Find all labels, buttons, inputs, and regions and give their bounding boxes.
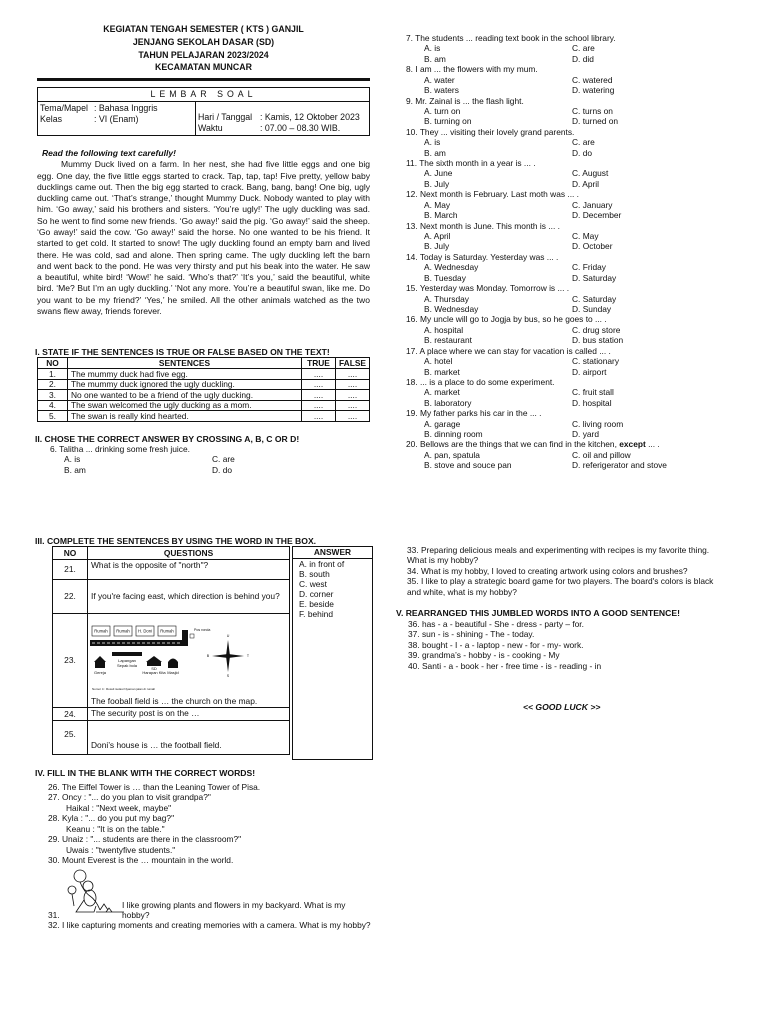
security-post-label: Pos ronda bbox=[194, 627, 211, 632]
option-d[interactable]: D. hospital bbox=[572, 397, 612, 408]
option-c[interactable]: C. stationary bbox=[572, 356, 620, 367]
section-2-title: II. CHOSE THE CORRECT ANSWER BY CROSSING A, B, C OR D! bbox=[35, 434, 300, 444]
option-d[interactable]: D. do bbox=[572, 147, 593, 158]
subject-value: : Bahasa Inggris bbox=[94, 102, 158, 113]
row-number: 1. bbox=[38, 369, 68, 380]
question-text: 10. They ... visiting their lovely grand parents. bbox=[406, 126, 575, 137]
table-row bbox=[38, 369, 370, 380]
answer-box-title: ANSWER bbox=[293, 547, 372, 559]
map-question-cell bbox=[88, 614, 290, 708]
question-text: 16. My uncle will go to Jogja by bus, so he goes to ... . bbox=[406, 314, 607, 325]
row-sentence: No one wanted to be a friend of the ugly ducking. bbox=[68, 390, 302, 401]
question-text: 7. The students ... reading text book in the school library. bbox=[406, 33, 616, 43]
class-label: Kelas bbox=[40, 113, 63, 124]
sec3-header-no: NO bbox=[53, 547, 88, 560]
option-d[interactable]: D. watering bbox=[572, 85, 615, 96]
map-note: Nomor 4 : Rosuli isolasi Nyaman jalan di rumah bbox=[92, 686, 156, 691]
school bbox=[142, 656, 166, 675]
house-doni bbox=[136, 626, 154, 636]
true-blank[interactable]: .... bbox=[302, 379, 336, 390]
question-36: 36. has - a - beautiful - She - dress - party – for. bbox=[408, 619, 584, 629]
row-number: 3. bbox=[38, 390, 68, 401]
table-row bbox=[53, 614, 290, 708]
question-16 bbox=[406, 314, 736, 345]
question-text: Doni’s house is … the football field. bbox=[88, 721, 290, 755]
gardener-icon bbox=[66, 866, 126, 920]
time-label: Waktu bbox=[198, 122, 223, 133]
option-a[interactable]: A. April bbox=[424, 231, 451, 242]
option-a[interactable]: A. Thursday bbox=[424, 293, 469, 304]
option-c[interactable]: C. Friday bbox=[572, 262, 606, 273]
church bbox=[94, 656, 107, 675]
question-text: 17. A place where we can stay for vacation is called ... . bbox=[406, 345, 611, 356]
question-number: 31. bbox=[48, 909, 60, 920]
question-40: 40. Santi - a - book - her - free time - is - reading - in bbox=[408, 660, 602, 671]
field-label-1: Lapangan bbox=[118, 657, 136, 663]
section-3-title: III. COMPLETE THE SENTENCES BY USING THE WORD IN THE BOX. bbox=[35, 536, 317, 546]
class-value: : VI (Enam) bbox=[94, 113, 139, 124]
question-text: The fooball field is … the church on the map. bbox=[91, 695, 258, 706]
header-line-2: JENJANG SEKOLAH DASAR (SD) bbox=[132, 36, 275, 47]
compass-north: U bbox=[226, 633, 230, 638]
option-c[interactable]: C. fruit stall bbox=[572, 387, 614, 398]
answer-box bbox=[292, 546, 373, 760]
table-row bbox=[53, 721, 290, 755]
compass-west: B bbox=[206, 653, 210, 658]
subject-label: Tema/Mapel bbox=[40, 102, 88, 113]
building-row bbox=[94, 652, 179, 675]
question-text-main: 20. Bellows are the things that we can find in the kitchen, bbox=[406, 439, 617, 450]
option-b[interactable]: B. July bbox=[424, 241, 450, 252]
false-blank[interactable]: .... bbox=[336, 411, 370, 422]
option-a[interactable]: A. is bbox=[424, 43, 441, 54]
date-label: Hari / Tanggal bbox=[198, 111, 253, 122]
question-34: 34. What is my hobby, I loved to creating artwork using colors and brushes? bbox=[407, 565, 688, 576]
question-29a: 29. Unaiz : "... students are there in the classroom?" bbox=[48, 834, 242, 845]
multiple-choice-list bbox=[406, 33, 736, 471]
football-field bbox=[112, 652, 142, 668]
option-b[interactable]: B. am bbox=[424, 147, 446, 158]
section-5-title: V. REARRANGED THIS JUMBLED WORDS INTO A GOOD SENTENCE! bbox=[396, 608, 680, 618]
table-row bbox=[38, 379, 370, 390]
option-d[interactable]: D. turned on bbox=[572, 116, 619, 127]
false-blank[interactable]: .... bbox=[336, 400, 370, 411]
row-number: 2. bbox=[38, 379, 68, 390]
option-d[interactable]: D. April bbox=[572, 178, 599, 189]
reading-instruction: Read the following text carefully! bbox=[42, 148, 176, 158]
question-33: 33. Preparing delicious meals and experimenting with recipes is my favorite thing. What is my hobby? bbox=[407, 545, 710, 566]
option-a[interactable]: A. market bbox=[424, 387, 460, 398]
answer-list bbox=[293, 559, 372, 619]
row-number: 22. bbox=[53, 580, 88, 614]
false-blank[interactable]: .... bbox=[336, 369, 370, 380]
question-17 bbox=[406, 346, 736, 377]
option-d[interactable]: D. bus station bbox=[572, 335, 624, 346]
compass-south: S bbox=[226, 673, 230, 678]
true-blank[interactable]: .... bbox=[302, 400, 336, 411]
time-value: : 07.00 – 08.30 WIB. bbox=[260, 122, 341, 133]
answer-d: D. corner bbox=[299, 588, 334, 599]
header-line-1: KEGIATAN TENGAH SEMESTER ( KTS ) GANJIL bbox=[103, 24, 304, 34]
question-text: What is the opposite of "north"? bbox=[88, 560, 290, 580]
question-31 bbox=[48, 866, 376, 920]
house-label-1: Rumah bbox=[94, 628, 108, 634]
option-b[interactable]: B. restaurant bbox=[424, 335, 472, 346]
house-label-2: Rumah bbox=[116, 628, 130, 634]
row-number: 4. bbox=[38, 400, 68, 411]
true-false-table bbox=[37, 357, 370, 422]
sheet-title: LEMBAR SOAL bbox=[38, 88, 370, 102]
question-32: 32. I like capturing moments and creating memories with a camera. What is my hobby? bbox=[48, 920, 371, 931]
question-38: 38. bought - I - a - laptop - new - for - my- work. bbox=[408, 639, 584, 650]
school-label-2: Harapan Kita bbox=[142, 669, 166, 675]
question-11 bbox=[406, 158, 736, 189]
question-7 bbox=[406, 33, 736, 64]
house-2 bbox=[114, 626, 132, 636]
option-b[interactable]: B. turning on bbox=[424, 116, 472, 127]
option-c[interactable]: C. oil and pillow bbox=[572, 449, 631, 460]
option-a[interactable]: A. turn on bbox=[424, 105, 461, 116]
row-sentence: The swan welcomed the ugly ducking as a mom. bbox=[68, 400, 302, 411]
house-row bbox=[92, 626, 210, 638]
true-blank[interactable]: .... bbox=[302, 411, 336, 422]
answer-f: F. behind bbox=[299, 608, 333, 619]
answer-a: A. in front of bbox=[299, 559, 345, 569]
question-35: 35. I like to play a strategic board game for two players. The board's colors is black and white, what is my hobby? bbox=[407, 576, 714, 597]
table-row bbox=[38, 411, 370, 422]
jumbled-words-list bbox=[408, 619, 728, 671]
tf-header-false: FALSE bbox=[336, 358, 370, 369]
sheet-info-table bbox=[37, 87, 370, 136]
header-line-4: KECAMATAN MUNCAR bbox=[155, 62, 252, 73]
question-emphasis: except bbox=[619, 439, 646, 450]
question-12 bbox=[406, 189, 736, 220]
option-c[interactable]: C. are bbox=[572, 43, 595, 54]
question-9 bbox=[406, 96, 736, 127]
question-text: 11. The sixth month in a year is ... . bbox=[406, 158, 536, 169]
question-text: 18. ... is a place to do some experiment. bbox=[406, 376, 555, 387]
question-text: 14. Today is Saturday. Yesterday was ... . bbox=[406, 251, 559, 262]
option-c[interactable]: C. are bbox=[212, 454, 235, 465]
sec3-header-questions: QUESTIONS bbox=[88, 547, 290, 560]
option-a[interactable]: A. is bbox=[424, 137, 441, 148]
question-text: 6. Talitha ... drinking some fresh juice. bbox=[50, 444, 190, 454]
option-b[interactable]: B. Tuesday bbox=[424, 272, 466, 283]
mosque bbox=[167, 658, 179, 675]
answer-c: C. west bbox=[299, 578, 327, 589]
table-row bbox=[53, 560, 290, 580]
table-row bbox=[53, 580, 290, 614]
option-b[interactable]: B. Wednesday bbox=[424, 303, 479, 314]
option-d[interactable]: D. Saturday bbox=[572, 272, 617, 283]
option-d[interactable]: D. did bbox=[572, 53, 594, 64]
option-b[interactable]: B. July bbox=[424, 178, 450, 189]
row-number: 21. bbox=[53, 560, 88, 580]
question-text: The security post is on the … bbox=[88, 708, 290, 721]
date-time-cell bbox=[196, 101, 370, 135]
question-6 bbox=[50, 444, 350, 475]
hobby-questions bbox=[407, 545, 727, 597]
table-row bbox=[53, 708, 290, 721]
option-d[interactable]: D. October bbox=[572, 241, 613, 252]
question-15 bbox=[406, 283, 736, 314]
question-26: 26. The Eiffel Tower is … than the Leaning Tower of Pisa. bbox=[48, 782, 261, 792]
option-b[interactable]: B. dinning room bbox=[424, 429, 483, 440]
option-a[interactable]: A. is bbox=[64, 454, 81, 465]
row-number: 25. bbox=[53, 721, 88, 755]
question-13 bbox=[406, 221, 736, 252]
question-27b: Haikal : "Next week, maybe" bbox=[66, 802, 172, 813]
option-c[interactable]: C. watered bbox=[572, 74, 613, 85]
question-20 bbox=[406, 439, 736, 470]
tf-header-sentences: SENTENCES bbox=[68, 358, 302, 369]
option-d[interactable]: D. December bbox=[572, 210, 622, 221]
row-number: 5. bbox=[38, 411, 68, 422]
true-blank[interactable]: .... bbox=[302, 369, 336, 380]
option-a[interactable]: A. June bbox=[424, 168, 453, 179]
row-sentence: The mummy duck had five egg. bbox=[68, 369, 302, 380]
section-1-title: I. STATE IF THE SENTENCES IS TRUE OR FALSE BASED ON THE TEXT! bbox=[35, 347, 330, 357]
good-luck-note: << GOOD LUCK >> bbox=[523, 702, 601, 712]
option-a[interactable]: A. hotel bbox=[424, 356, 453, 367]
option-d[interactable]: D. yard bbox=[572, 429, 599, 440]
option-c[interactable]: C. living room bbox=[572, 418, 624, 429]
header-line-3: TAHUN PELAJARAN 2023/2024 bbox=[138, 49, 269, 60]
question-28a: 28. Kyla : "... do you put my bag?" bbox=[48, 813, 175, 824]
option-b[interactable]: B. laboratory bbox=[424, 397, 472, 408]
option-b[interactable]: B. waters bbox=[424, 85, 459, 96]
question-8 bbox=[406, 64, 736, 95]
question-text: If you're facing east, which direction is behind you? bbox=[88, 580, 290, 614]
complete-sentences-table bbox=[52, 546, 290, 755]
question-18 bbox=[406, 377, 736, 408]
option-a[interactable]: A. May bbox=[424, 199, 451, 210]
option-a[interactable]: A. Wednesday bbox=[424, 262, 479, 273]
tf-header-no: NO bbox=[38, 358, 68, 369]
true-blank[interactable]: .... bbox=[302, 390, 336, 401]
option-b[interactable]: B. market bbox=[424, 366, 460, 377]
false-blank[interactable]: .... bbox=[336, 390, 370, 401]
option-b[interactable]: B. am bbox=[424, 53, 446, 64]
house-label-3: H. Doni bbox=[138, 628, 152, 634]
reading-passage bbox=[37, 148, 370, 317]
mosque-label: Masjid bbox=[167, 669, 179, 675]
field-label-2: Sepak bola bbox=[116, 662, 138, 668]
exam-header bbox=[37, 23, 370, 74]
false-blank[interactable]: .... bbox=[336, 379, 370, 390]
option-d[interactable]: D. Sunday bbox=[572, 303, 612, 314]
option-a[interactable]: A. pan, spatula bbox=[424, 449, 480, 460]
compass-east: T bbox=[246, 653, 250, 658]
question-text: 13. Next month is June. This month is ... . bbox=[406, 220, 560, 231]
question-text: 8. I am ... the flowers with my mum. bbox=[406, 64, 538, 75]
question-text: 15. Yesterday was Monday. Tomorrow is ... . bbox=[406, 283, 570, 294]
house-label-4: Rumah bbox=[160, 628, 174, 634]
subject-class-cell bbox=[38, 101, 196, 135]
question-text bbox=[406, 439, 736, 449]
church-label: Gereja bbox=[93, 669, 107, 675]
question-text: 19. My father parks his car in the ... . bbox=[406, 408, 542, 419]
option-a[interactable]: A. hospital bbox=[424, 324, 464, 335]
option-d[interactable]: D. airport bbox=[572, 366, 607, 377]
option-c[interactable]: C. January bbox=[572, 199, 613, 210]
row-sentence: The swan is really kind hearted. bbox=[68, 411, 302, 422]
question-29b: Uwais : "twentyfive students." bbox=[66, 844, 176, 855]
option-a[interactable]: A. water bbox=[424, 74, 455, 85]
table-row bbox=[38, 400, 370, 411]
row-number: 24. bbox=[53, 708, 88, 721]
security-post-icon bbox=[190, 634, 194, 638]
house-1 bbox=[92, 626, 110, 636]
question-text: 12. Next month is February. Last moth was ... . bbox=[406, 189, 579, 200]
question-37: 37. sun - is - shining - The - today. bbox=[408, 629, 535, 640]
question-28b: Keanu : "It is on the table." bbox=[66, 823, 165, 834]
option-c[interactable]: C. are bbox=[572, 137, 595, 148]
option-c[interactable]: C. turns on bbox=[572, 105, 613, 116]
compass-icon bbox=[207, 634, 250, 678]
option-b[interactable]: B. am bbox=[64, 464, 86, 475]
question-14 bbox=[406, 252, 736, 283]
option-c[interactable]: C. Saturday bbox=[572, 293, 617, 304]
house-4 bbox=[158, 626, 176, 636]
tf-header-true: TRUE bbox=[302, 358, 336, 369]
fill-in-blank-list bbox=[48, 782, 376, 931]
reading-text: Mummy Duck lived on a farm. In her nest, she had five little eggs and one big egg. One day, the five little eggs started to crack. Tap, tap, tap! Five pretty, yellow baby ducklings came out. Then the big egg started to crack. Bang, bang, bang! One big, ugly duckling came out. ‘That’s strange,’ thought Mummy Duck. Nobody wanted to play with him. ‘Go away,’ said his brothers and sisters. ‘You’re ugly!’ The ugly duckling was sad. So he went to find some new friends. ‘Go away!’ said the pig. ‘Go away!’ said the sheep. ‘Go away!’ said the cow. ‘Go away!’ said the horse. No one wanted to be his friend. It started to get cold. It started to snow! The ugly duckling found an empty barn and lived there. He was cold, sad and alone. Then spring came. The ugly duckling left the barn and went back to the pond. He was very thirsty and put his beak into the water. He saw a beautiful, white bird! ‘Wow!’ he said. ‘Who’s that?’ ‘It’s you,’ said the beautiful, white bird. ‘Me? But I’m an ugly duckling.’ ‘Not any more. You’re a beautiful swan, like me. Do you want to be my friend?’ ‘Yes,’ he smiled. All the other animals watched as the two swans flew away, friends forever. bbox=[37, 159, 370, 316]
question-text: I like growing plants and flowers in my backyard. What is my hobby? bbox=[122, 899, 346, 920]
answer-e: E. beside bbox=[299, 598, 334, 609]
row-sentence: The mummy duck ignored the ugly duckling. bbox=[68, 379, 302, 390]
question-19 bbox=[406, 408, 736, 439]
answer-b: B. south bbox=[299, 568, 330, 579]
question-39: 39. grandma’s - hobby - is - cooking - My bbox=[408, 650, 560, 661]
neighborhood-map bbox=[88, 618, 288, 696]
question-text-tail: ... . bbox=[645, 439, 660, 450]
option-d[interactable]: D. referigerator and stove bbox=[572, 460, 667, 471]
option-d[interactable]: D. do bbox=[212, 464, 233, 475]
option-a[interactable]: A. garage bbox=[424, 418, 461, 429]
section-4-title: IV. FILL IN THE BLANK WITH THE CORRECT WORDS! bbox=[35, 768, 256, 778]
date-value: : Kamis, 12 Oktober 2023 bbox=[260, 111, 360, 122]
school-label-1: SD bbox=[151, 665, 157, 671]
question-10 bbox=[406, 127, 736, 158]
table-row bbox=[38, 390, 370, 401]
question-27a: 27. Oncy : "... do you plan to visit grandpa?" bbox=[48, 792, 211, 803]
row-number: 23. bbox=[53, 614, 88, 708]
option-c[interactable]: C. drug store bbox=[572, 324, 621, 335]
option-c[interactable]: C. May bbox=[572, 231, 599, 242]
question-text: 9. Mr. Zainal is ... the flash light. bbox=[406, 95, 524, 106]
option-b[interactable]: B. March bbox=[424, 210, 458, 221]
option-c[interactable]: C. August bbox=[572, 168, 609, 179]
option-b[interactable]: B. stove and souce pan bbox=[424, 460, 512, 471]
header-divider bbox=[37, 78, 370, 81]
question-30: 30. Mount Everest is the … mountain in the world. bbox=[48, 854, 234, 865]
